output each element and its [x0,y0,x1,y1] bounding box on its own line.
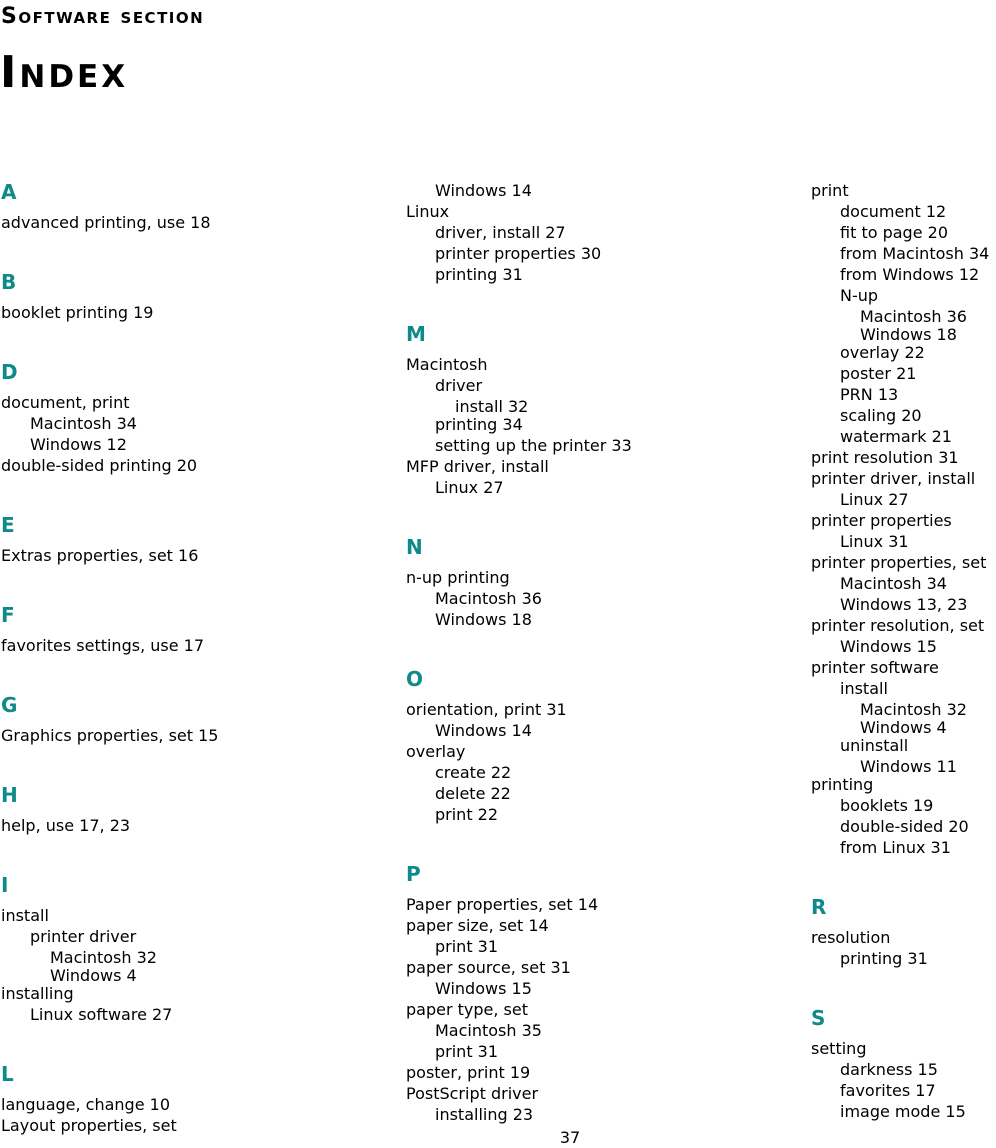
index-subentry: poster 21 [840,364,917,383]
index-subentry: Macintosh 34 [840,574,947,593]
index-letter-heading: S [811,1006,826,1030]
index-subentry: install [840,679,888,698]
index-subentry: printing 31 [840,949,928,968]
index-entry: printer properties, set [811,553,987,572]
index-subentry: print 31 [435,1042,499,1061]
index-subentry: Windows 18 [435,610,532,629]
index-subentry: document 12 [840,202,947,221]
index-subentry: Linux 31 [840,532,909,551]
index-entry: document, print [1,393,130,412]
index-entry: printer driver, install [811,469,976,488]
index-subentry: Macintosh 36 [435,589,542,608]
index-subsubentry: Windows 18 [860,325,957,344]
index-subentry: Linux 27 [840,490,909,509]
index-entry: paper source, set 31 [406,958,571,977]
index-entry: PostScript driver [406,1084,539,1103]
index-letter-heading: E [1,513,15,537]
index-subentry: printing 34 [435,415,523,434]
section-label: Software section [1,4,205,29]
index-entry: paper type, set [406,1000,528,1019]
index-entry: paper size, set 14 [406,916,549,935]
index-entry: booklet printing 19 [1,303,154,322]
index-letter-heading: O [406,667,424,691]
index-letter-heading: A [1,180,17,204]
index-subentry: darkness 15 [840,1060,938,1079]
index-subentry: installing 23 [435,1105,534,1124]
index-subentry: printing 31 [435,265,523,284]
index-subsubentry: install 32 [455,397,529,416]
index-subentry: Windows 12 [30,435,127,454]
index-entry: favorites settings, use 17 [1,636,204,655]
index-entry: advanced printing, use 18 [1,213,211,232]
index-letter-heading: L [1,1062,14,1086]
index-subentry: from Linux 31 [840,838,951,857]
index-subentry: PRN 13 [840,385,899,404]
index-subentry: uninstall [840,736,909,755]
index-subentry: booklets 19 [840,796,934,815]
index-subentry: from Windows 12 [840,265,980,284]
index-subentry: Linux software 27 [30,1005,173,1024]
index-entry: print resolution 31 [811,448,959,467]
page-number: 37 [559,1128,581,1147]
index-subsubentry: Macintosh 36 [860,307,967,326]
index-entry: orientation, print 31 [406,700,567,719]
index-subentry: setting up the printer 33 [435,436,632,455]
index-entry: install [1,906,49,925]
index-subsubentry: Windows 4 [50,966,137,985]
index-subsubentry: Windows 11 [860,757,957,776]
index-subentry: Linux 27 [435,478,504,497]
index-entry: Linux [406,202,450,221]
index-subentry: Macintosh 34 [30,414,137,433]
index-letter-heading: F [1,603,15,627]
index-letter-heading: G [1,693,18,717]
index-subentry: watermark 21 [840,427,952,446]
index-subentry: Windows 14 [435,721,532,740]
index-entry: printer software [811,658,939,677]
index-entry: help, use 17, 23 [1,816,131,835]
index-entry: double-sided printing 20 [1,456,198,475]
index-letter-heading: I [1,873,9,897]
index-subentry: delete 22 [435,784,511,803]
index-entry: print [811,181,849,200]
index-subsubentry: Macintosh 32 [50,948,157,967]
index-entry: printer resolution, set [811,616,985,635]
index-subentry: printer properties 30 [435,244,602,263]
index-subentry: double-sided 20 [840,817,969,836]
index-entry: Layout properties, set [1,1116,177,1135]
index-subentry: from Macintosh 34 [840,244,990,263]
index-entry: resolution [811,928,891,947]
index-subentry: favorites 17 [840,1081,936,1100]
index-subentry: image mode 15 [840,1102,966,1121]
index-letter-heading: H [1,783,18,807]
index-subsubentry: Macintosh 32 [860,700,967,719]
index-subentry: create 22 [435,763,512,782]
index-entry: setting [811,1039,867,1058]
index-entry: printing [811,775,874,794]
index-letter-heading: P [406,862,421,886]
index-subentry: printer driver [30,927,137,946]
index-subentry: driver [435,376,483,395]
index-subentry: print 22 [435,805,499,824]
index-letter-heading: N [406,535,423,559]
page-title: Index [0,47,129,98]
index-entry: Extras properties, set 16 [1,546,199,565]
index-entry: Graphics properties, set 15 [1,726,219,745]
index-entry: n-up printing [406,568,510,587]
index-letter-heading: D [1,360,18,384]
index-subentry: fit to page 20 [840,223,948,242]
index-subentry: Windows 13, 23 [840,595,968,614]
index-subentry: driver, install 27 [435,223,566,242]
index-letter-heading: B [1,270,17,294]
index-entry: poster, print 19 [406,1063,531,1082]
index-entry: Macintosh [406,355,488,374]
index-subentry: scaling 20 [840,406,922,425]
index-subentry: Macintosh 35 [435,1021,542,1040]
index-subentry: Windows 15 [435,979,532,998]
index-entry: overlay [406,742,466,761]
index-entry: Paper properties, set 14 [406,895,599,914]
index-subsubentry: Windows 4 [860,718,947,737]
index-entry: printer properties [811,511,952,530]
index-entry: language, change 10 [1,1095,170,1114]
index-subentry: print 31 [435,937,499,956]
index-subentry: Windows 15 [840,637,937,656]
index-letter-heading: R [811,895,827,919]
index-letter-heading: M [406,322,426,346]
index-entry: MFP driver, install [406,457,549,476]
index-subentry: N-up [840,286,879,305]
index-entry: installing [1,984,74,1003]
index-subentry: Windows 14 [435,181,532,200]
index-subentry: overlay 22 [840,343,925,362]
